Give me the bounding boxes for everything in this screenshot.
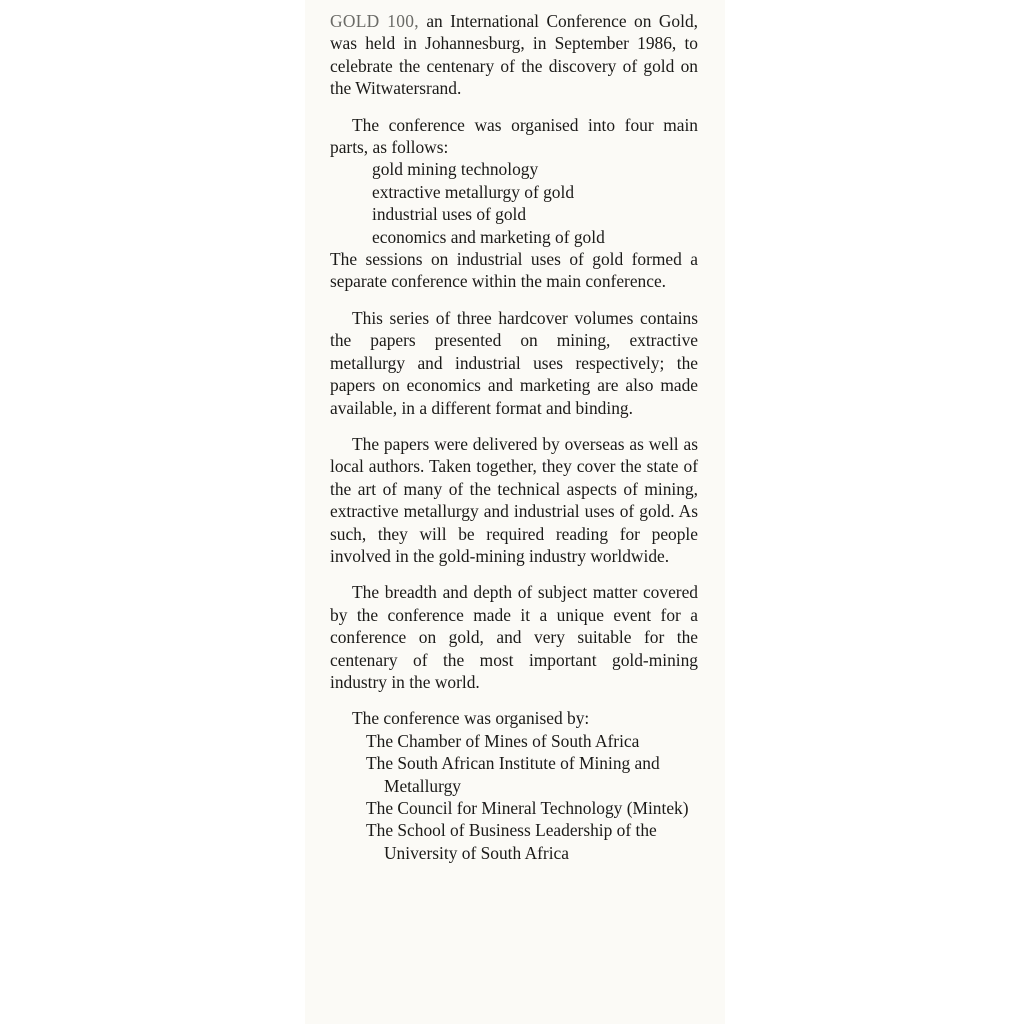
spacer (330, 293, 698, 307)
sessions-paragraph: The sessions on industrial uses of gold formed a separate conference within the main conference. (330, 249, 698, 292)
spacer (330, 100, 698, 114)
conference-parts-list (330, 158, 698, 248)
list-item: industrial uses of gold (372, 204, 527, 225)
list-item: economics and marketing of gold (372, 226, 605, 247)
breadth-paragraph: The breadth and depth of subject matter covered by the conference made it a unique event for a conference on gold, and very suitable for the centenary of the most important gold-mining industry in the world. (330, 582, 698, 692)
spacer (330, 693, 698, 707)
text-column (330, 10, 698, 864)
list-item: gold mining technology (372, 159, 539, 180)
intro-text: an International Conference on Gold, was held in Johannesburg, in September 1986, to celebrate the centenary of the discovery of gold on the Witwatersrand. (330, 11, 698, 99)
intro-paragraph (330, 10, 698, 100)
organisers-intro: The conference was organised by: (352, 708, 590, 729)
organisers-list (330, 730, 698, 864)
spacer (330, 567, 698, 581)
list-item: The South African Institute of Mining and Metallurgy (366, 753, 660, 796)
conference-name: GOLD 100, (330, 11, 419, 31)
list-item: The Council for Mineral Technology (Mintek) (366, 798, 689, 818)
organisation-intro: The conference was organised into four main parts, as follows: (330, 114, 698, 158)
list-item: The Chamber of Mines of South Africa (366, 730, 640, 751)
papers-paragraph: The papers were delivered by overseas as well as local authors. Taken together, they cover the state of the art of many of the technical aspects of mining, extractive metallurgy and industrial uses of gold. As such, they will be required reading for people involved in the gold-mining industry worldwide. (330, 433, 698, 566)
volumes-paragraph: This series of three hardcover volumes contains the papers presented on mining, extractive metallurgy and industrial uses respectively; the papers on economics and marketing are also made available, in a different format and binding. (330, 307, 698, 418)
spacer (330, 419, 698, 433)
list-item: The School of Business Leadership of the University of South Africa (366, 820, 657, 863)
list-item: extractive metallurgy of gold (372, 181, 575, 202)
